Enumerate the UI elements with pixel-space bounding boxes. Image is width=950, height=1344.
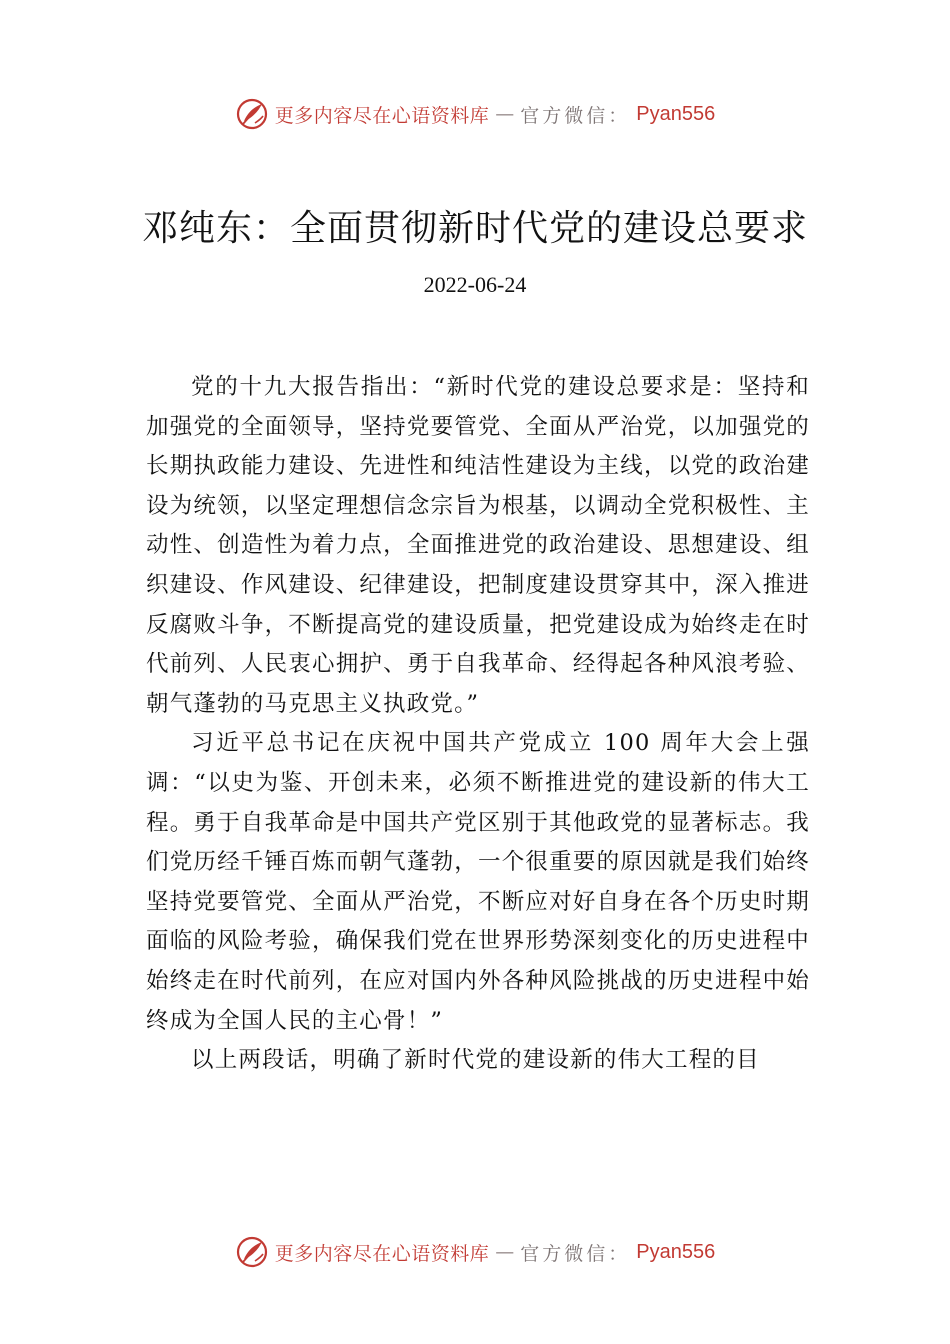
article-title: 邓纯东：全面贯彻新时代党的建设总要求	[141, 208, 808, 249]
quill-pen-logo-icon	[235, 1235, 269, 1269]
article-paragraph: 习近平总书记在庆祝中国共产党成立 100 周年大会上强调：“以史为鉴、开创未来，必须不断推进党的建设新的伟大工程。勇于自我革命是中国共产党区别于其他政党的显著标志。我们党历经千锤百炼而朝气蓬勃，一个很重要的原因就是我们始终坚持党要管党、全面从严治党，不断应对好自身在各个历史时期面临的风险考验，确保我们党在世界形势深刻变化的历史进程中始终走在时代前列，在应对国内外各种风险挑战的历史进程中始终成为全国人民的主心骨！”	[146, 730, 810, 1034]
article-date: 2022-06-24	[423, 272, 527, 297]
quill-pen-logo-icon	[235, 97, 269, 131]
banner-wechat-account: Pyan556	[636, 1240, 716, 1263]
article-paragraph: 以上两段话，明确了新时代党的建设新的伟大工程的目	[191, 1047, 760, 1074]
banner-wechat-label: 官方微信：	[520, 1242, 631, 1265]
header-watermark-banner	[0, 92, 950, 136]
banner-brand-text: 更多内容尽在心语资料库	[274, 1242, 490, 1265]
banner-dash: —	[495, 1241, 515, 1263]
article-paragraph: 党的十九大报告指出：“新时代党的建设总要求是：坚持和加强党的全面领导，坚持党要管党、全面从严治党，以加强党的长期执政能力建设、先进性和纯洁性建设为主线，以党的政治建设为统领，以坚定理想信念宗旨为根基，以调动全党积极性、主动性、创造性为着力点，全面推进党的政治建设、思想建设、组织建设、作风建设、纪律建设，把制度建设贯穿其中，深入推进反腐败斗争，不断提高党的建设质量，把党建设成为始终走在时代前列、人民衷心拥护、勇于自我革命、经得起各种风浪考验、朝气蓬勃的马克思主义执政党。”	[146, 374, 810, 717]
banner-wechat-account: Pyan556	[636, 102, 716, 125]
banner-brand-text: 更多内容尽在心语资料库	[274, 104, 490, 127]
article-body	[146, 368, 810, 1081]
footer-watermark-banner	[0, 1230, 950, 1274]
banner-wechat-label: 官方微信：	[520, 104, 631, 127]
banner-dash: —	[495, 103, 515, 125]
